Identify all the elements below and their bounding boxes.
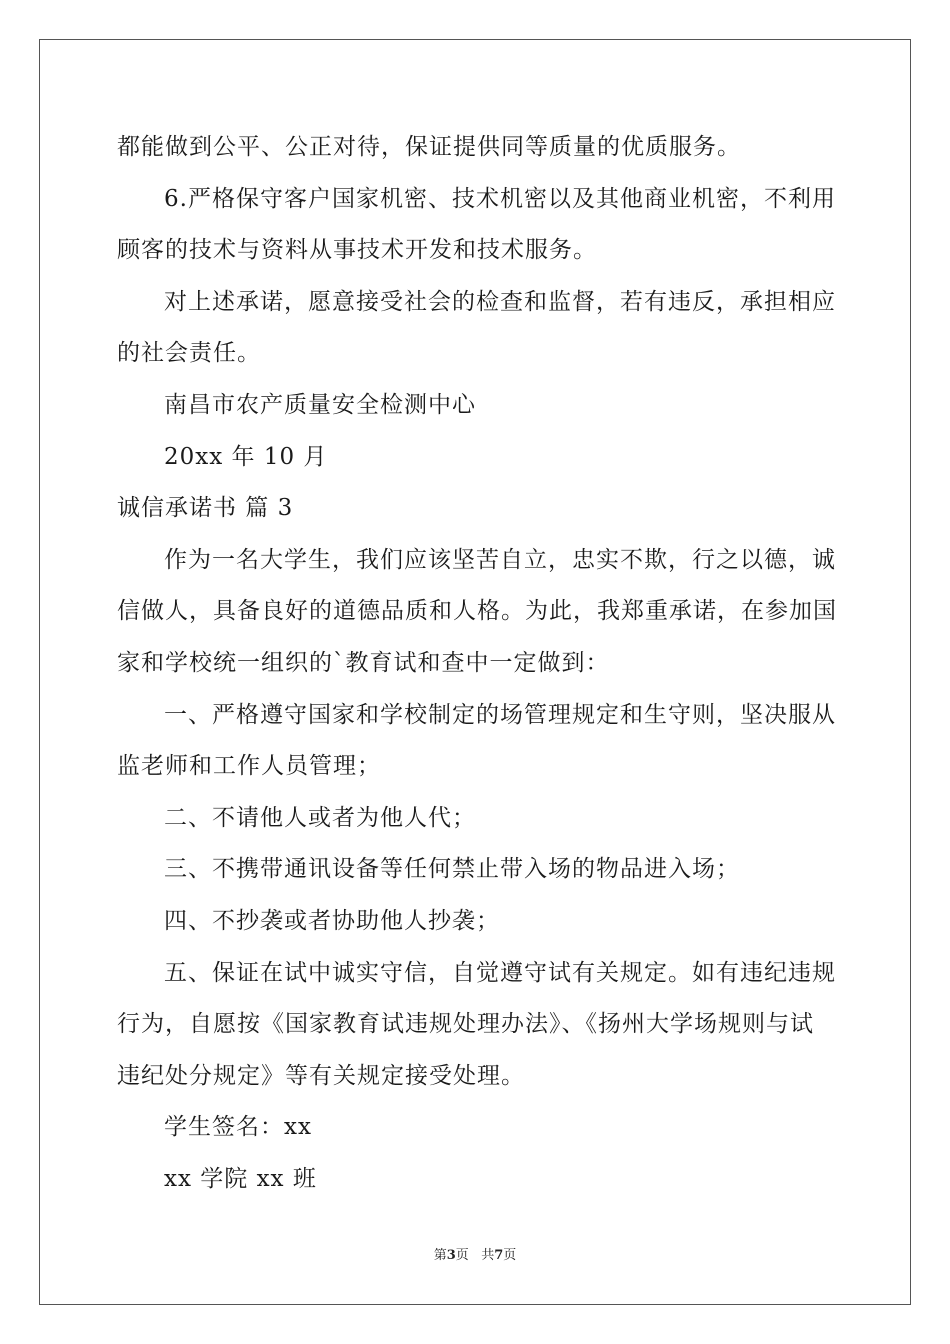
- pledge-item: 五、保证在试中诚实守信，自觉遵守试有关规定。如有违纪违规: [164, 959, 836, 986]
- pledge-item: 四、不抄袭或者协助他人抄袭；: [164, 907, 500, 934]
- page-footer: [0, 1247, 950, 1265]
- footer-total-pages: 7: [494, 1248, 504, 1263]
- body-line: 违纪处分规定》等有关规定接受处理。: [117, 1062, 525, 1089]
- body-line: 监老师和工作人员管理；: [117, 753, 381, 780]
- body-line: 作为一名大学生，我们应该坚苦自立，忠实不欺，行之以德，诚: [164, 546, 836, 573]
- body-line: 顾客的技术与资料从事技术开发和技术服务。: [117, 237, 597, 264]
- footer-page-suffix: 页: [455, 1248, 469, 1263]
- section-heading: 诚信承诺书 篇 3: [117, 495, 294, 522]
- footer-total-prefix: 共: [481, 1248, 495, 1263]
- signature-line: 学生签名：xx: [164, 1114, 312, 1141]
- footer-page-number: 3: [446, 1248, 456, 1263]
- body-line: 行为，自愿按《国家教育试违规处理办法》、《扬州大学场规则与试: [117, 1011, 814, 1038]
- footer-total-suffix: 页: [503, 1248, 517, 1263]
- footer-prefix: 第: [433, 1248, 447, 1263]
- pledge-item: 二、不请他人或者为他人代；: [164, 804, 476, 831]
- pledge-item: 三、不携带通讯设备等任何禁止带入场的物品进入场；: [164, 856, 740, 883]
- body-line: 对上述承诺，愿意接受社会的检查和监督，若有违反，承担相应: [164, 288, 836, 315]
- body-line: 6.严格保守客户国家机密、技术机密以及其他商业机密，不利用: [164, 185, 836, 212]
- organization-name: 南昌市农产质量安全检测中心: [164, 391, 476, 418]
- body-line: 都能做到公平、公正对待，保证提供同等质量的优质服务。: [117, 134, 741, 160]
- body-line: 的社会责任。: [117, 340, 261, 367]
- body-line: 家和学校统一组织的`教育试和查中一定做到：: [117, 649, 610, 676]
- date-line: 20xx 年 10 月: [164, 443, 328, 470]
- pledge-item: 一、严格遵守国家和学校制定的场管理规定和生守则，坚决服从: [164, 701, 836, 728]
- class-line: xx 学院 xx 班: [164, 1165, 317, 1192]
- document-body: [117, 122, 835, 1205]
- body-line: 信做人，具备良好的道德品质和人格。为此，我郑重承诺，在参加国: [117, 598, 837, 625]
